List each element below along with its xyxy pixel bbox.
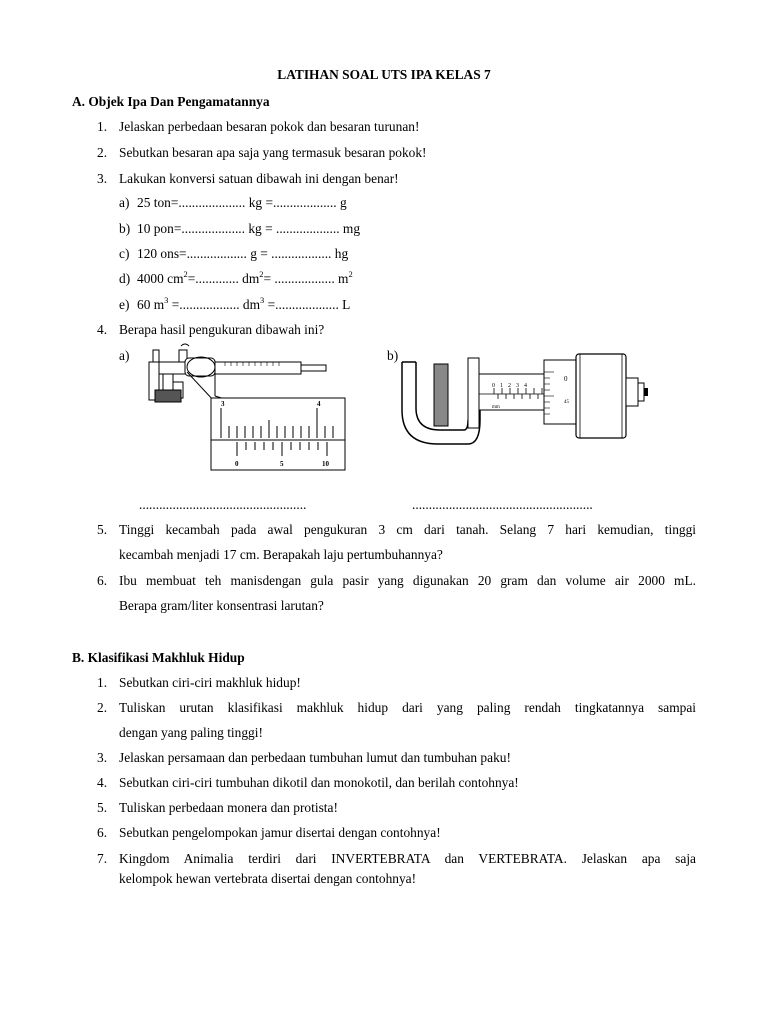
question-number: 2.	[97, 145, 108, 160]
vernier-main-label: 4	[317, 400, 321, 408]
micrometer-sleeve-label: 1	[500, 383, 503, 389]
question-number: 4.	[97, 775, 108, 790]
question-text: Berapa hasil pengukuran dibawah ini?	[119, 322, 325, 337]
vernier-zoom-scale	[211, 398, 345, 470]
vernier-caliper-body	[149, 344, 326, 402]
micrometer-sleeve-label: 3	[516, 383, 519, 389]
section-a-heading: A. Objek Ipa Dan Pengamatannya	[72, 94, 270, 109]
question-number: 6.	[97, 825, 108, 840]
answer-blank-a: ..................................................	[139, 497, 307, 512]
question-text: Sebutkan pengelompokan jamur disertai dengan contohnya!	[119, 825, 441, 840]
micrometer-sleeve-label: 2	[508, 383, 511, 389]
question-number: 2.	[97, 700, 108, 715]
figure-label-a: a)	[119, 348, 130, 363]
question-text: Tuliskan urutan klasifikasi makhluk hidup dari yang paling rendah tingkatannya sampai	[119, 700, 696, 715]
question-number: 3.	[97, 171, 108, 186]
question-text-continued: kecambah menjadi 17 cm. Berapakah laju pertumbuhannya?	[119, 547, 443, 562]
section-b-heading: B. Klasifikasi Makhluk Hidup	[72, 650, 245, 665]
question-text: Ibu membuat teh manisdengan gula pasir yang digunakan 20 gram dan volume air 2000 mL.	[119, 573, 696, 588]
question-number: 1.	[97, 119, 108, 134]
question-text: Tuliskan perbedaan monera dan protista!	[119, 800, 338, 815]
question-text-continued: Berapa gram/liter konsentrasi larutan?	[119, 598, 324, 613]
micrometer-figure	[398, 350, 658, 450]
question-number: 4.	[97, 322, 108, 337]
answer-blank-b: ......................................................	[412, 497, 593, 512]
conversion-item-d: d) 4000 $cm^2=$............. $dm^2=$ .................. $m^2$	[119, 269, 353, 286]
question-text: Sebutkan ciri-ciri makhluk hidup!	[119, 675, 301, 690]
micrometer-sleeve-label: 4	[524, 383, 527, 389]
vernier-caliper-figure	[135, 342, 350, 472]
vernier-scale-label: 0	[235, 460, 239, 468]
micrometer-thimble-label: 45	[564, 400, 569, 405]
question-text: Sebutkan ciri-ciri tumbuhan dikotil dan monokotil, dan berilah contohnya!	[119, 775, 519, 790]
question-number: 1.	[97, 675, 108, 690]
question-number: 7.	[97, 851, 108, 866]
conversion-item-a: a) 25 ton=.................... kg =................... g	[119, 195, 347, 210]
question-number: 6.	[97, 573, 108, 588]
question-text: Tinggi kecambah pada awal pengukuran 3 cm dari tanah. Selang 7 hari kemudian, tinggi	[119, 522, 696, 537]
conversion-item-c: c) 120 ons=.................. g = .................. hg	[119, 246, 349, 261]
page-title: LATIHAN SOAL UTS IPA KELAS 7	[277, 67, 491, 82]
question-text: Jelaskan perbedaan besaran pokok dan besaran turunan!	[119, 119, 420, 134]
question-number: 5.	[97, 522, 108, 537]
question-text: Lakukan konversi satuan dibawah ini dengan benar!	[119, 171, 399, 186]
question-text-continued: dengan yang paling tinggi!	[119, 725, 263, 740]
question-text: Kingdom Animalia terdiri dari INVERTEBRATA dan VERTEBRATA. Jelaskan apa saja	[119, 851, 696, 866]
question-text: Sebutkan besaran apa saja yang termasuk besaran pokok!	[119, 145, 427, 160]
question-text-continued: kelompok hewan vertebrata disertai dengan contohnya!	[119, 871, 417, 886]
figure-label-b: b)	[387, 348, 399, 363]
micrometer-unit: mm	[492, 405, 500, 410]
question-number: 5.	[97, 800, 108, 815]
conversion-item-b: b) 10 pon=................... kg = ................... mg	[119, 221, 361, 236]
question-number: 3.	[97, 750, 108, 765]
vernier-main-label: 3	[221, 400, 225, 408]
micrometer-thimble-label: 0	[564, 375, 568, 383]
vernier-scale-label: 5	[280, 460, 284, 468]
question-text: Jelaskan persamaan dan perbedaan tumbuhan lumut dan tumbuhan paku!	[119, 750, 511, 765]
conversion-item-e: e) 60 $m^3$ =.................. $dm^3$ =................... L	[119, 295, 351, 312]
vernier-scale-label: 10	[322, 460, 329, 468]
micrometer-sleeve-label: 0	[492, 383, 495, 389]
